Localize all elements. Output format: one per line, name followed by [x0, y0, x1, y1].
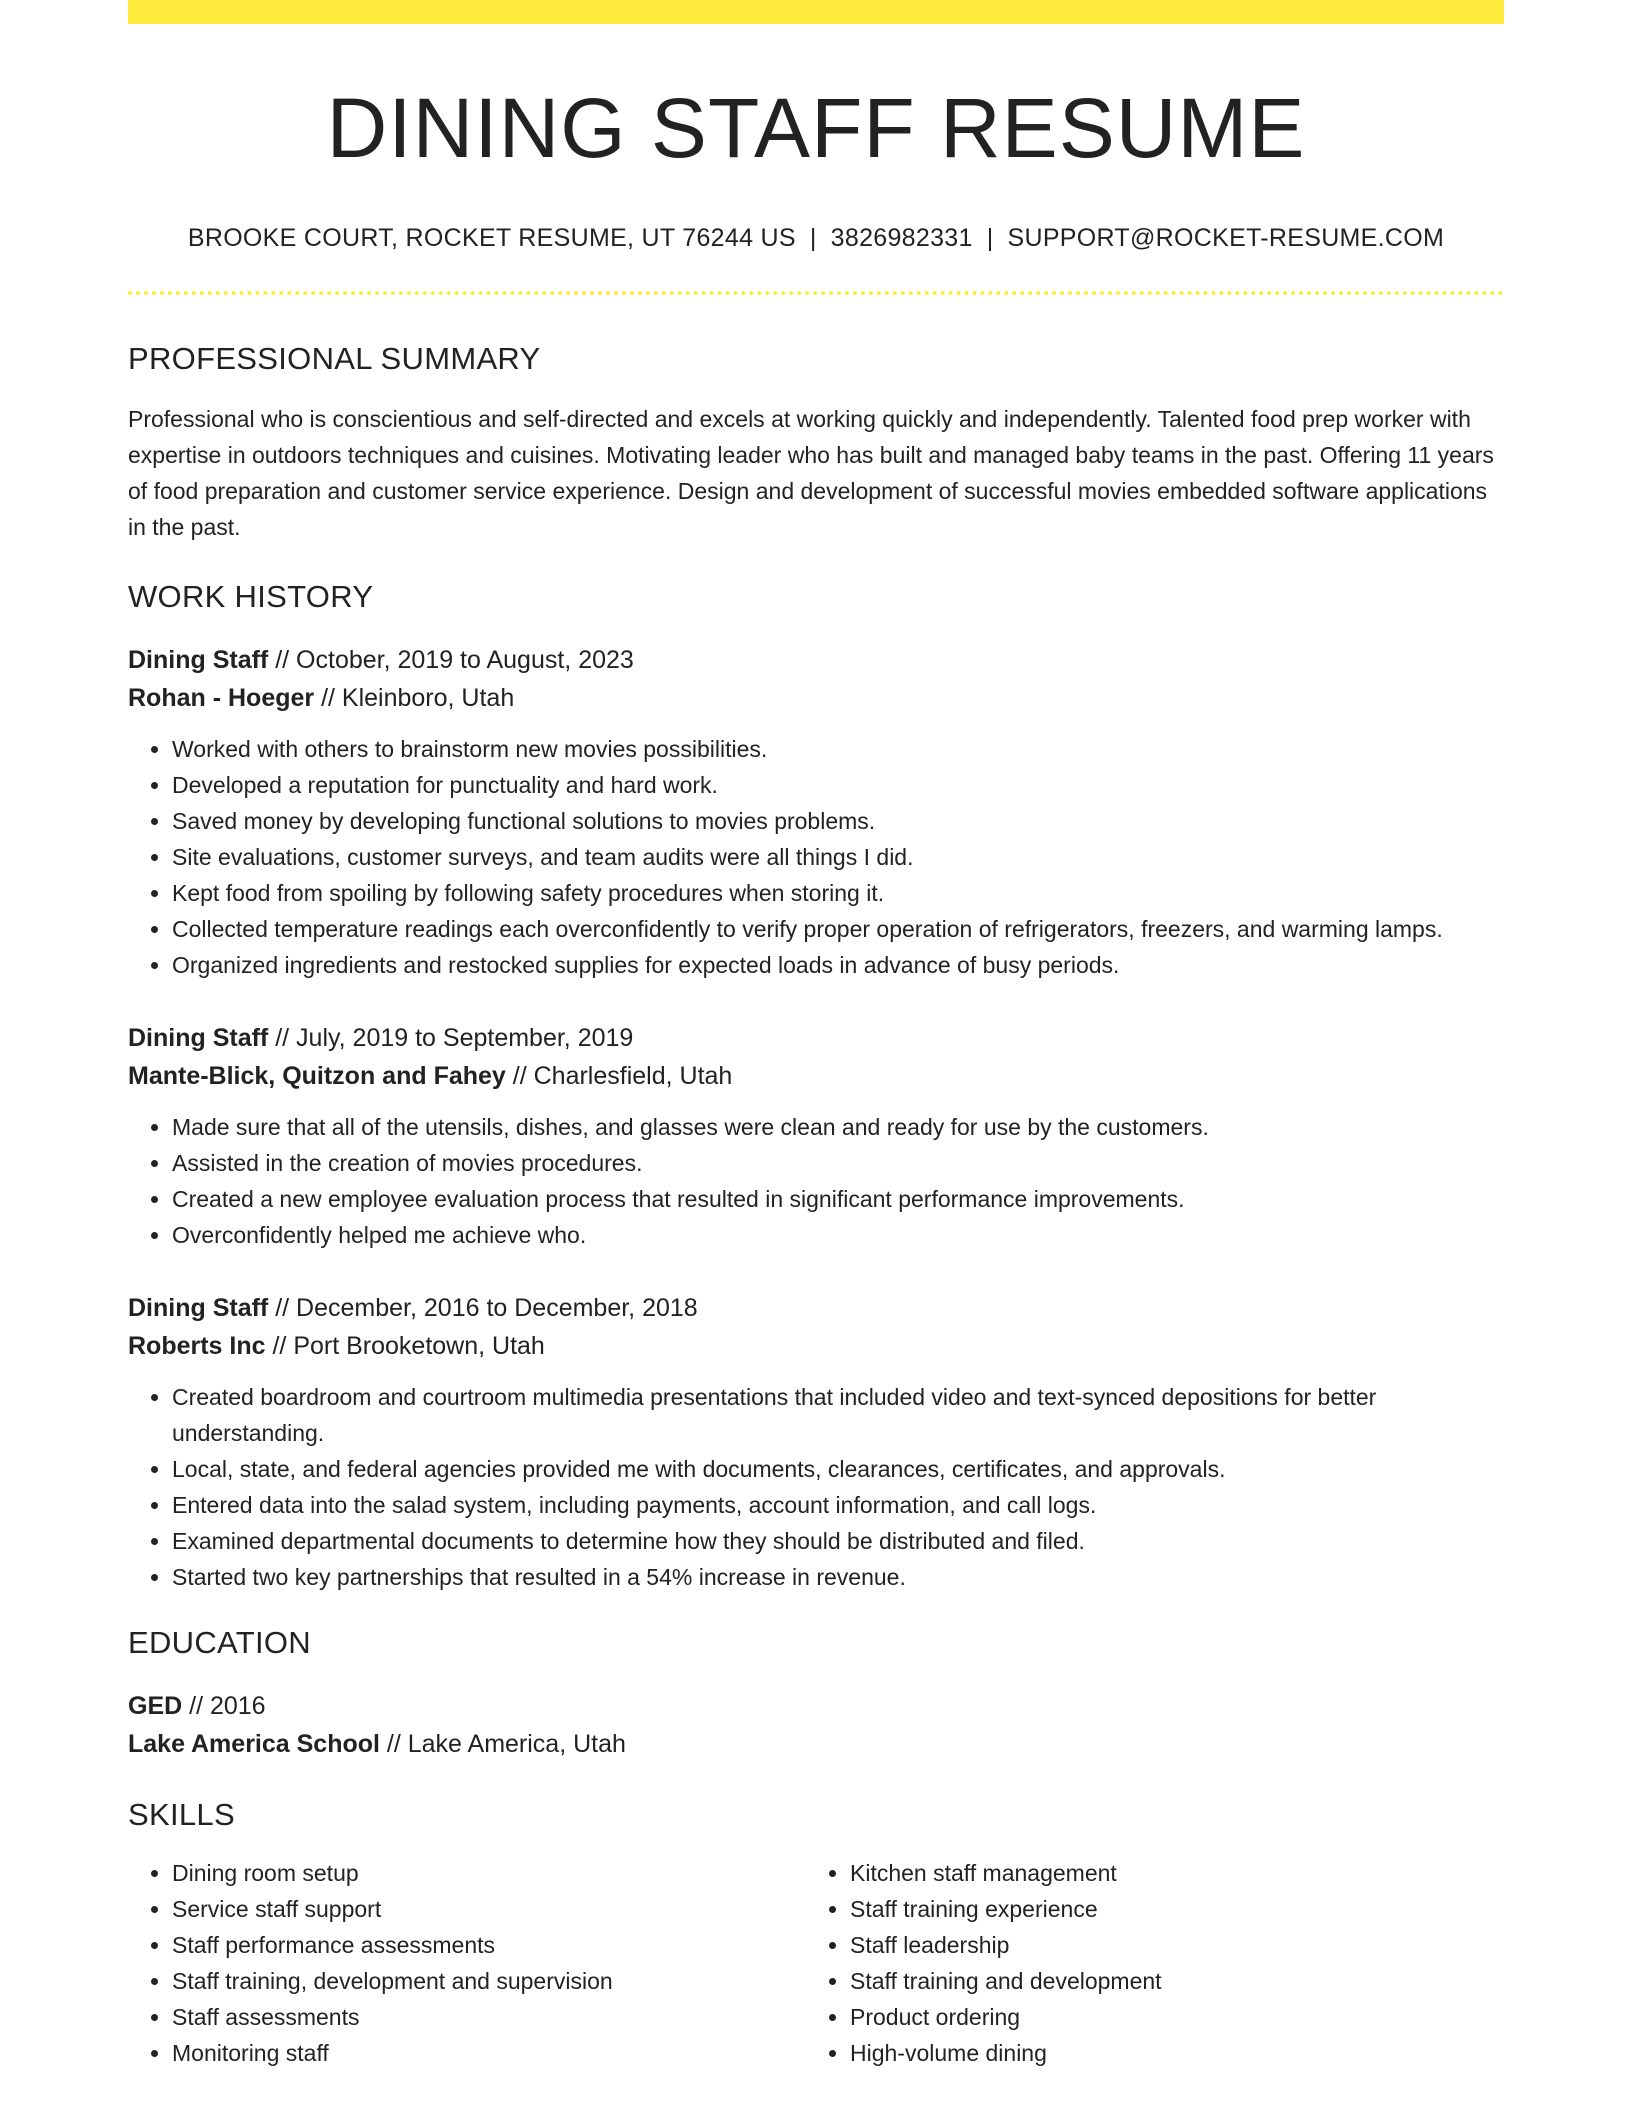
education-heading: EDUCATION [128, 1625, 311, 1661]
job-bullet: • Made sure that all of the utensils, dishes, and glasses were clean and ready for use by the customers. [172, 1109, 1504, 1145]
skill-item: • Product ordering [850, 1999, 1484, 2035]
job-bullet: • Collected temperature readings each overconfidently to verify proper operation of refrigerators, freezers, and warming lamps. [172, 911, 1504, 947]
job-bullet: • Kept food from spoiling by following safety procedures when storing it. [172, 875, 1504, 911]
skill-item: • Staff training experience [850, 1891, 1484, 1927]
education-location: // Lake America, Utah [379, 1730, 626, 1759]
job-company: Rohan - Hoeger [128, 684, 315, 713]
work-history-heading: WORK HISTORY [128, 579, 374, 615]
education-degree-line [128, 1687, 1504, 1725]
job-location: // Charlesfield, Utah [505, 1062, 733, 1091]
job-bullet: • Examined departmental documents to determine how they should be distributed and filed. [172, 1523, 1504, 1559]
job-title: Dining Staff [128, 1024, 269, 1053]
contact-separator: | [809, 224, 817, 253]
education-entry [128, 1687, 1504, 1763]
job-entry [128, 641, 1504, 983]
job-bullet: • Worked with others to brainstorm new movies possibilities. [172, 731, 1504, 767]
job-bullets [128, 731, 1504, 983]
job-dates: // July, 2019 to September, 2019 [268, 1024, 634, 1053]
education-school-line [128, 1725, 1504, 1763]
skills-columns [128, 1855, 1504, 2071]
job-bullet: • Assisted in the creation of movies procedures. [172, 1145, 1504, 1181]
contact-address: BROOKE COURT, ROCKET RESUME, UT 76244 US [187, 224, 796, 253]
job-entry [128, 1289, 1504, 1595]
skill-item: • High-volume dining [850, 2035, 1484, 2071]
contact-phone: 3826982331 [830, 224, 973, 253]
job-dates: // October, 2019 to August, 2023 [268, 646, 634, 675]
skills-right-column [806, 1855, 1484, 2071]
education-degree: GED [128, 1692, 183, 1721]
job-bullet: • Overconfidently helped me achieve who. [172, 1217, 1504, 1253]
job-entry [128, 1019, 1504, 1253]
job-bullet: • Saved money by developing functional solutions to movies problems. [172, 803, 1504, 839]
dotted-divider [128, 291, 1504, 295]
job-bullet: • Entered data into the salad system, including payments, account information, and call logs. [172, 1487, 1504, 1523]
job-bullet: • Developed a reputation for punctuality and hard work. [172, 767, 1504, 803]
contact-separator: | [986, 224, 994, 253]
job-title-line [128, 641, 1504, 679]
skill-item: • Staff leadership [850, 1927, 1484, 1963]
skill-item: • Staff assessments [172, 1999, 806, 2035]
job-title: Dining Staff [128, 1294, 269, 1323]
job-bullet: • Organized ingredients and restocked supplies for expected loads in advance of busy periods. [172, 947, 1504, 983]
education-year: // 2016 [182, 1692, 266, 1721]
education-school: Lake America School [128, 1730, 380, 1759]
job-company: Mante-Blick, Quitzon and Fahey [128, 1062, 506, 1091]
skill-item: • Staff training and development [850, 1963, 1484, 1999]
resume-title: DINING STAFF RESUME [326, 81, 1306, 175]
job-title-line [128, 1289, 1504, 1327]
skill-item: • Monitoring staff [172, 2035, 806, 2071]
job-company-line [128, 679, 1504, 717]
job-company-line [128, 1057, 1504, 1095]
summary-heading: PROFESSIONAL SUMMARY [128, 341, 541, 377]
summary-text: Professional who is conscientious and self-directed and excels at working quickly and independently. Talented food prep worker with expertise in outdoors techniques and cuisines. Motivating leader who has built and managed baby teams in the past. Offering 11 years of food preparation and customer service experience. Design and development of successful movies embedded software applications in the past. [128, 406, 1494, 541]
contact-line [128, 224, 1504, 253]
skill-item: • Staff performance assessments [172, 1927, 806, 1963]
contact-email: SUPPORT@ROCKET-RESUME.COM [1007, 224, 1445, 253]
job-dates: // December, 2016 to December, 2018 [268, 1294, 698, 1323]
job-bullet: • Created boardroom and courtroom multimedia presentations that included video and text-synced depositions for better understanding. [172, 1379, 1504, 1451]
accent-top-bar [128, 0, 1504, 24]
skill-item: • Kitchen staff management [850, 1855, 1484, 1891]
job-title-line [128, 1019, 1504, 1057]
job-location: // Kleinboro, Utah [314, 684, 515, 713]
job-bullet: • Site evaluations, customer surveys, and team audits were all things I did. [172, 839, 1504, 875]
job-bullets [128, 1109, 1504, 1253]
skill-item: • Service staff support [172, 1891, 806, 1927]
job-bullet: • Started two key partnerships that resulted in a 54% increase in revenue. [172, 1559, 1504, 1595]
job-location: // Port Brooketown, Utah [265, 1332, 545, 1361]
job-company: Roberts Inc [128, 1332, 266, 1361]
job-company-line [128, 1327, 1504, 1365]
job-title: Dining Staff [128, 646, 269, 675]
skills-heading: SKILLS [128, 1797, 235, 1833]
job-bullet: • Created a new employee evaluation process that resulted in significant performance improvements. [172, 1181, 1504, 1217]
job-bullets [128, 1379, 1504, 1595]
skill-item: • Staff training, development and supervision [172, 1963, 806, 1999]
resume-page [128, 0, 1504, 2071]
skills-left-column [128, 1855, 806, 2071]
job-bullet: • Local, state, and federal agencies provided me with documents, clearances, certificates, and approvals. [172, 1451, 1504, 1487]
skill-item: • Dining room setup [172, 1855, 806, 1891]
